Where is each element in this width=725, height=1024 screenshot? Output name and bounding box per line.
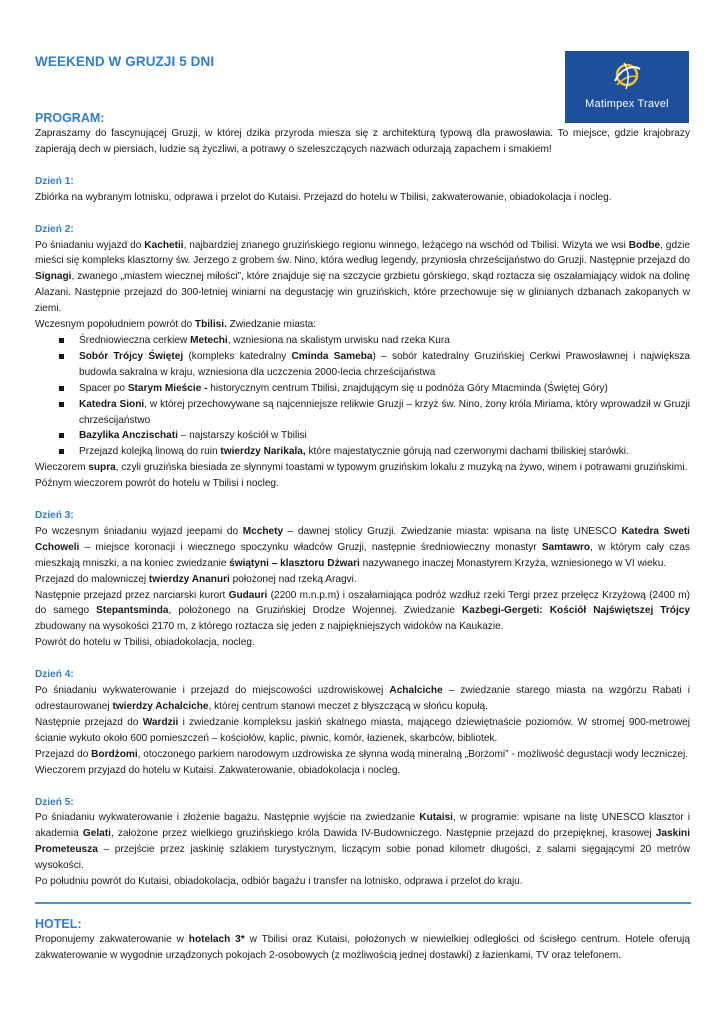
page-title: WEEKEND W GRUZJI 5 DNI [35,54,215,69]
day-5-paragraph: Po śniadaniu wykwaterowanie i złożenie bagażu. Następnie wyjście na zwiedzanie Kutaisi, w programie: wpisane na listę UNESCO klasztor i akademia Gelati, założone przez wielkiego gruzińskiego króla Dawida IV-Budowniczego. Następnie przejazd do przepięknej, krasowej Jaskini Prometeusza – przejście przez jaskinię szlakiem turystycznym, liczącym sobie ponad kilometr długości, z salami sięgającymi 20 metrów wysokości. [35,812,690,872]
day-3-ananuri: Przejazd do malowniczej twierdzy Ananuri położonej nad rzeką Aragvi. [35,573,357,585]
day-2-night: Późnym wieczorem powrót do hotelu w Tbilisi i nocleg. [35,478,279,490]
day-3-paragraph: Po wczesnym śniadaniu wyjazd jeepami do Mcchety – dawnej stolicy Gruzji. Zwiedzanie miasta: wpisana na listę UNESCO Katedra Sweti Cchoweli – miejsce koronacji i wiecznego spoczynku władców Gruzji, następnie średniowieczny monastyr Samtawro, w którym cały czas mieszkają mniszki, a na koniec zwiedzanie świątyni – klasztoru Dżwari nazywanego inaczej Monastyrem Krzyża, wzniesionego w VI wieku. [35,525,690,569]
hotel-heading: HOTEL: [35,916,82,931]
day-2-paragraph: Po śniadaniu wyjazd do Kachetii, najbardziej znanego gruzińskiego regionu winnego, leżącego na wschód od Tbilisi. Wizyta we wsi Bodbe, gdzie mieści się kompleks klasztorny św. Jerzego z grobem św. Nino, która według legendy, przyniosła chrześcijaństwo do Gruzji. Następnie przejazd do Signagi, zwanego „miastem wiecznej miłości”, które znajduje się na szczycie grzbietu górskiego, skąd roztacza się oszałamiający widok na dolinę Alazani. Następnie przejazd do 300-letniej winiarni na degustację win gruzińskich, które przechowuje się w glinianych dzbanach zakopanych w ziemi. [35,239,690,315]
list-item: Sobór Trójcy Świętej (kompleks katedralny Cminda Sameba) – sobór katedralny Gruzińskiej Cerkwi Prawosławnej i największa budowla sakralna w kraju, wzniesiona dla uczczenia 2000-lecia chrześcijaństwa [58,349,690,381]
day-4-evening: Wieczorem przyjazd do hotelu w Kutaisi. Zakwaterowanie, obiadokolacja i nocleg. [35,764,401,776]
logo-text: Matimpex Travel [585,98,669,110]
day-4-bordzomi: Przejazd do Bordżomi, otoczonego parkiem narodowym uzdrowiska ze słynna wodą mineralną „Borżomi” - możliwość degustacji wody leczniczej. [35,748,688,760]
list-item: Spacer po Starym Mieście - historycznym centrum Tbilisi, znajdującym się u podnóża Góry Mtacminda (Świętej Góry) [58,381,690,397]
day-2-sights-list [58,333,690,460]
day-1-text: Zbiórka na wybranym lotnisku, odprawa i przelot do Kutaisi. Przejazd do hotelu w Tbilisi, zakwaterowanie, obiadokolacja i nocleg. [35,191,612,203]
day-1-label: Dzień 1: [35,175,74,187]
list-item: Średniowieczna cerkiew Metechi, wzniesiona na skalistym urwisku nad rzeka Kura [58,333,690,349]
globe-swirl-icon [612,57,642,95]
list-item: Katedra Sioni, w której przechowywane są najcenniejsze relikwie Gruzji – krzyż św. Nino, żony króla Miriama, który wprowadził w Gruzji chrześcijaństwo [58,397,690,429]
hotel-text: Proponujemy zakwaterowanie w hotelach 3* w Tbilisi oraz Kutaisi, położonych w niewielkiej odległości od ścisłego centrum. Hotele oferują zakwaterowanie w wygodnie urządzonych pokojach 2-osobowych (z możliwością jednej dostawki) z łazienkami, TV oraz telefonem. [35,933,691,961]
program-intro: Zapraszamy do fascynującej Gruzji, w której dzika przyroda miesza się z architekturą typową dla prawosławia. To miejsce, gdzie krajobrazy zapierają dech w piersiach, ludzie są życzliwi, a potrawy o szeleszczących nazwach odurzają zapachem i smakiem! [35,128,690,155]
day-5-return: Po południu powrót do Kutaisi, obiadokolacja, odbiór bagażu i transfer na lotnisko, odprawa i przelot do kraju. [35,876,523,888]
day-3-kazbegi: Następnie przejazd przez narciarski kurort Gudauri (2200 m.n.p.m) i oszałamiająca podróż wzdłuż rzeki Tergi przez przełęcz Krzyżową (2400 m) do samego Stepantsminda, położonego na Gruzińskiej Drodze Wojennej. Zwiedzanie Kazbegi-Gergeti: Kościół Najświętszej Trójcy zbudowany na wysokości 2170 m, z którego roztacza się jeden z najpiękniejszych widoków na Kaukazie. [35,589,690,633]
list-item: Przejazd kolejką linową do ruin twierdzy Narikala, które majestatycznie górują nad czerwonymi dachami tbiliskiej starówki. [58,444,690,460]
day-3-return: Powrót do hotelu w Tbilisi, obiadokolacja, nocleg. [35,637,255,649]
day-2-city-intro: Wczesnym popołudniem powrót do Tbilisi. Zwiedzanie miasta: [35,319,317,331]
day-4-paragraph: Po śniadaniu wykwaterowanie i przejazd do miejscowości uzdrowiskowej Achalciche – zwiedzanie starego miasta na wzgórzu Rabati i odrestaurowanej twierdzy Achalciche, której centrum stanowi meczet z błyszczącą w słońcu kopułą. [35,685,690,712]
day-2-evening: Wieczorem supra, czyli gruzińska biesiada ze słynnymi toastami w typowym gruzińskim lokalu z muzyką na żywo, winem i potrawami gruzińskimi. [35,462,688,474]
list-item: Bazylika Anczischati – najstarszy kościół w Tbilisi [58,428,690,444]
document-body [35,111,690,964]
day-2-label: Dzień 2: [35,223,74,235]
program-heading: PROGRAM: [35,111,105,125]
day-4-wardzia: Następnie przejazd do Wardzii i zwiedzanie kompleksu jaskiń skalnego miasta, mającego dziewiętnaście poziomów. W stromej 900-metrowej ścianie wykuto około 600 pomieszczeń – kościołów, kaplic, piwnic, komór, łazienek, skarbców, bibliotek. [35,716,691,744]
section-divider [35,902,691,904]
day-4-label: Dzień 4: [35,669,74,681]
day-5-label: Dzień 5: [35,796,74,808]
day-3-label: Dzień 3: [35,510,74,522]
